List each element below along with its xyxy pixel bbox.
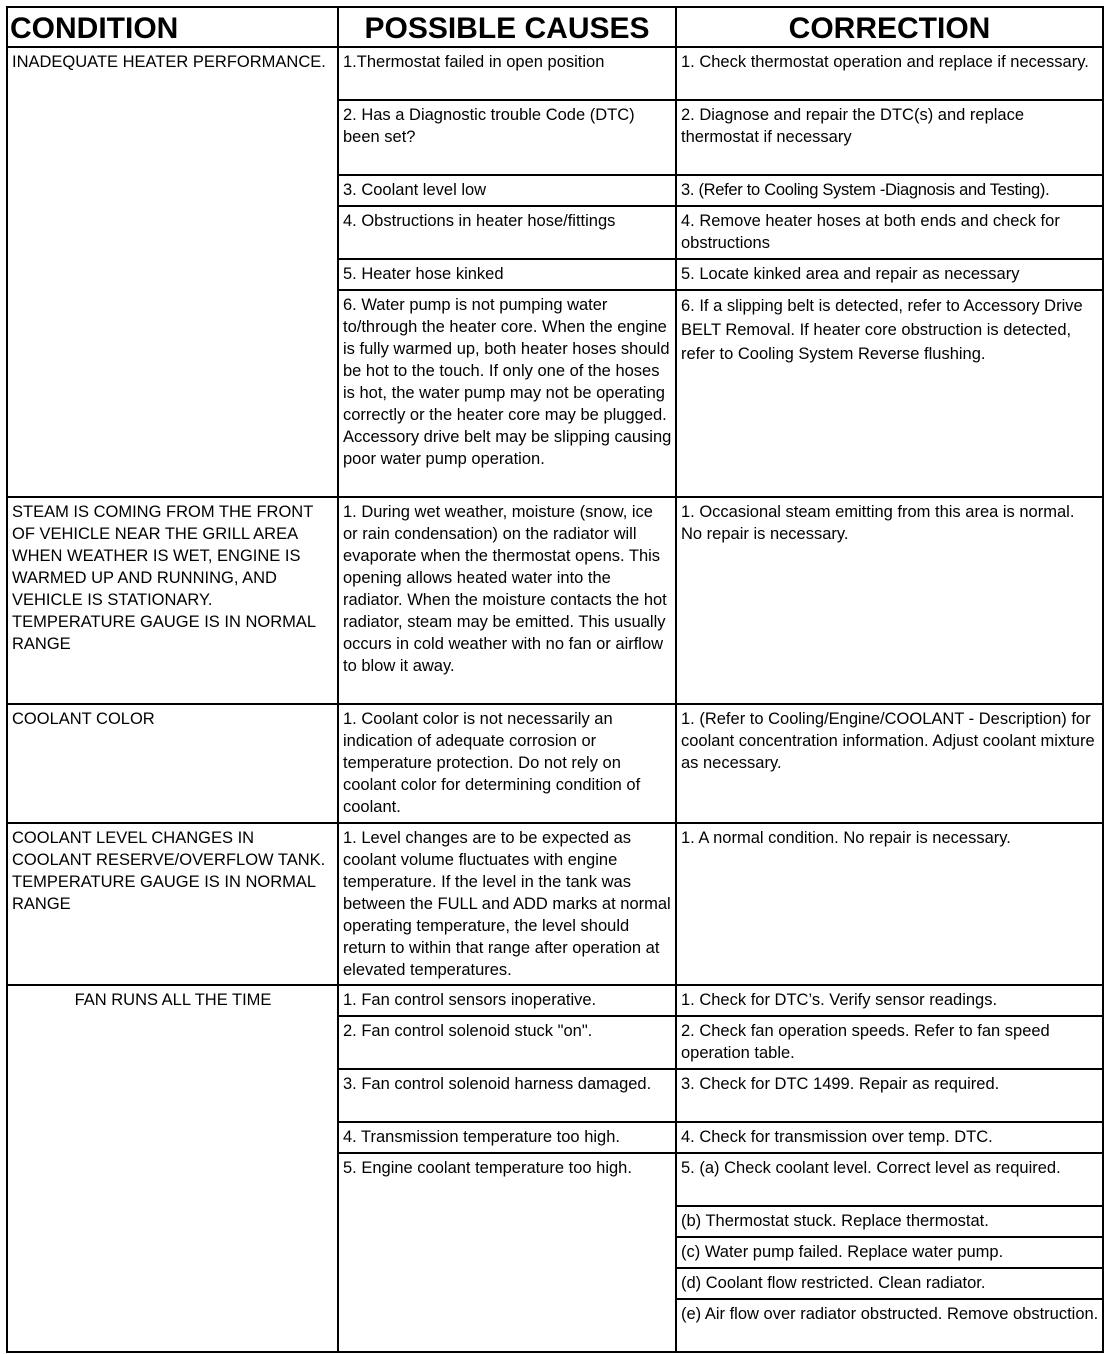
condition-cell: INADEQUATE HEATER PERFORMANCE. xyxy=(7,47,338,497)
header-row xyxy=(7,7,1103,47)
cause-cell: 1. Fan control sensors inoperative. xyxy=(338,985,676,1016)
correction-cell: 1. Occasional steam emitting from this area is normal. No repair is necessary. xyxy=(676,497,1103,704)
correction-cell: (d) Coolant flow restricted. Clean radiator. xyxy=(676,1268,1103,1299)
correction-cell: (b) Thermostat stuck. Replace thermostat. xyxy=(676,1206,1103,1237)
diagnosis-table xyxy=(6,6,1104,1353)
condition-cell: COOLANT COLOR xyxy=(7,704,338,823)
table-row xyxy=(7,823,1103,985)
correction-cell: 1. (Refer to Cooling/Engine/COOLANT - Description) for coolant concentration information. Adjust coolant mixture as necessary. xyxy=(676,704,1103,823)
table-row xyxy=(7,704,1103,823)
cause-cell: 4. Transmission temperature too high. xyxy=(338,1122,676,1153)
correction-cell: 3. (Refer to Cooling System -Diagnosis and Testing). xyxy=(676,175,1103,206)
correction-cell: (c) Water pump failed. Replace water pump. xyxy=(676,1237,1103,1268)
cause-cell: 1. During wet weather, moisture (snow, ice or rain condensation) on the radiator will evaporate when the thermostat opens. This opening allows heated water into the radiator. When the moisture contacts the hot radiator, steam may be emitted. This usually occurs in cold weather with no fan or airflow to blow it away. xyxy=(338,497,676,704)
correction-cell: 5. (a) Check coolant level. Correct level as required. xyxy=(676,1153,1103,1206)
cause-cell: 5. Heater hose kinked xyxy=(338,259,676,290)
correction-cell: 2. Diagnose and repair the DTC(s) and replace thermostat if necessary xyxy=(676,100,1103,175)
header-possible-causes: POSSIBLE CAUSES xyxy=(338,7,676,47)
correction-cell: 1. A normal condition. No repair is necessary. xyxy=(676,823,1103,985)
correction-cell: 1. Check for DTC’s. Verify sensor readings. xyxy=(676,985,1103,1016)
cause-cell: 6. Water pump is not pumping water to/through the heater core. When the engine is fully warmed up, both heater hoses should be hot to the touch. If only one of the hoses is hot, the water pump may not be operating correctly or the heater core may be plugged. Accessory drive belt may be slipping causing poor water pump operation. xyxy=(338,290,676,497)
condition-cell: FAN RUNS ALL THE TIME xyxy=(7,985,338,1352)
cause-cell: 5. Engine coolant temperature too high. xyxy=(338,1153,676,1352)
correction-cell: 5. Locate kinked area and repair as necessary xyxy=(676,259,1103,290)
correction-cell: (e) Air flow over radiator obstructed. Remove obstruction. xyxy=(676,1299,1103,1352)
cause-cell: 2. Fan control solenoid stuck "on". xyxy=(338,1016,676,1069)
correction-cell: 6. If a slipping belt is detected, refer to Accessory Drive BELT Removal. If heater core obstruction is detected, refer to Cooling System Reverse flushing. xyxy=(676,290,1103,497)
cause-cell: 2. Has a Diagnostic trouble Code (DTC) been set? xyxy=(338,100,676,175)
cause-cell: 3. Coolant level low xyxy=(338,175,676,206)
table-row xyxy=(7,985,1103,1016)
correction-cell: 4. Check for transmission over temp. DTC. xyxy=(676,1122,1103,1153)
correction-cell: 2. Check fan operation speeds. Refer to fan speed operation table. xyxy=(676,1016,1103,1069)
cause-cell: 1. Coolant color is not necessarily an indication of adequate corrosion or temperature protection. Do not rely on coolant color for determining condition of coolant. xyxy=(338,704,676,823)
cause-cell: 4. Obstructions in heater hose/fittings xyxy=(338,206,676,259)
header-correction: CORRECTION xyxy=(676,7,1103,47)
correction-cell: 1. Check thermostat operation and replace if necessary. xyxy=(676,47,1103,100)
condition-cell: STEAM IS COMING FROM THE FRONT OF VEHICLE NEAR THE GRILL AREA WHEN WEATHER IS WET, ENGINE IS WARMED UP AND RUNNING, AND VEHICLE IS STATIONARY. TEMPERATURE GAUGE IS IN NORMAL RANGE xyxy=(7,497,338,704)
condition-cell: COOLANT LEVEL CHANGES IN COOLANT RESERVE/OVERFLOW TANK. TEMPERATURE GAUGE IS IN NORMAL RANGE xyxy=(7,823,338,985)
cause-cell: 3. Fan control solenoid harness damaged. xyxy=(338,1069,676,1122)
correction-cell: 3. Check for DTC 1499. Repair as required. xyxy=(676,1069,1103,1122)
cause-cell: 1. Level changes are to be expected as coolant volume fluctuates with engine temperature. If the level in the tank was between the FULL and ADD marks at normal operating temperature, the level should return to within that range after operation at elevated temperatures. xyxy=(338,823,676,985)
cause-cell: 1.Thermostat failed in open position xyxy=(338,47,676,100)
table-row xyxy=(7,497,1103,704)
header-condition: CONDITION xyxy=(7,7,338,47)
correction-cell: 4. Remove heater hoses at both ends and check for obstructions xyxy=(676,206,1103,259)
table-row xyxy=(7,47,1103,100)
